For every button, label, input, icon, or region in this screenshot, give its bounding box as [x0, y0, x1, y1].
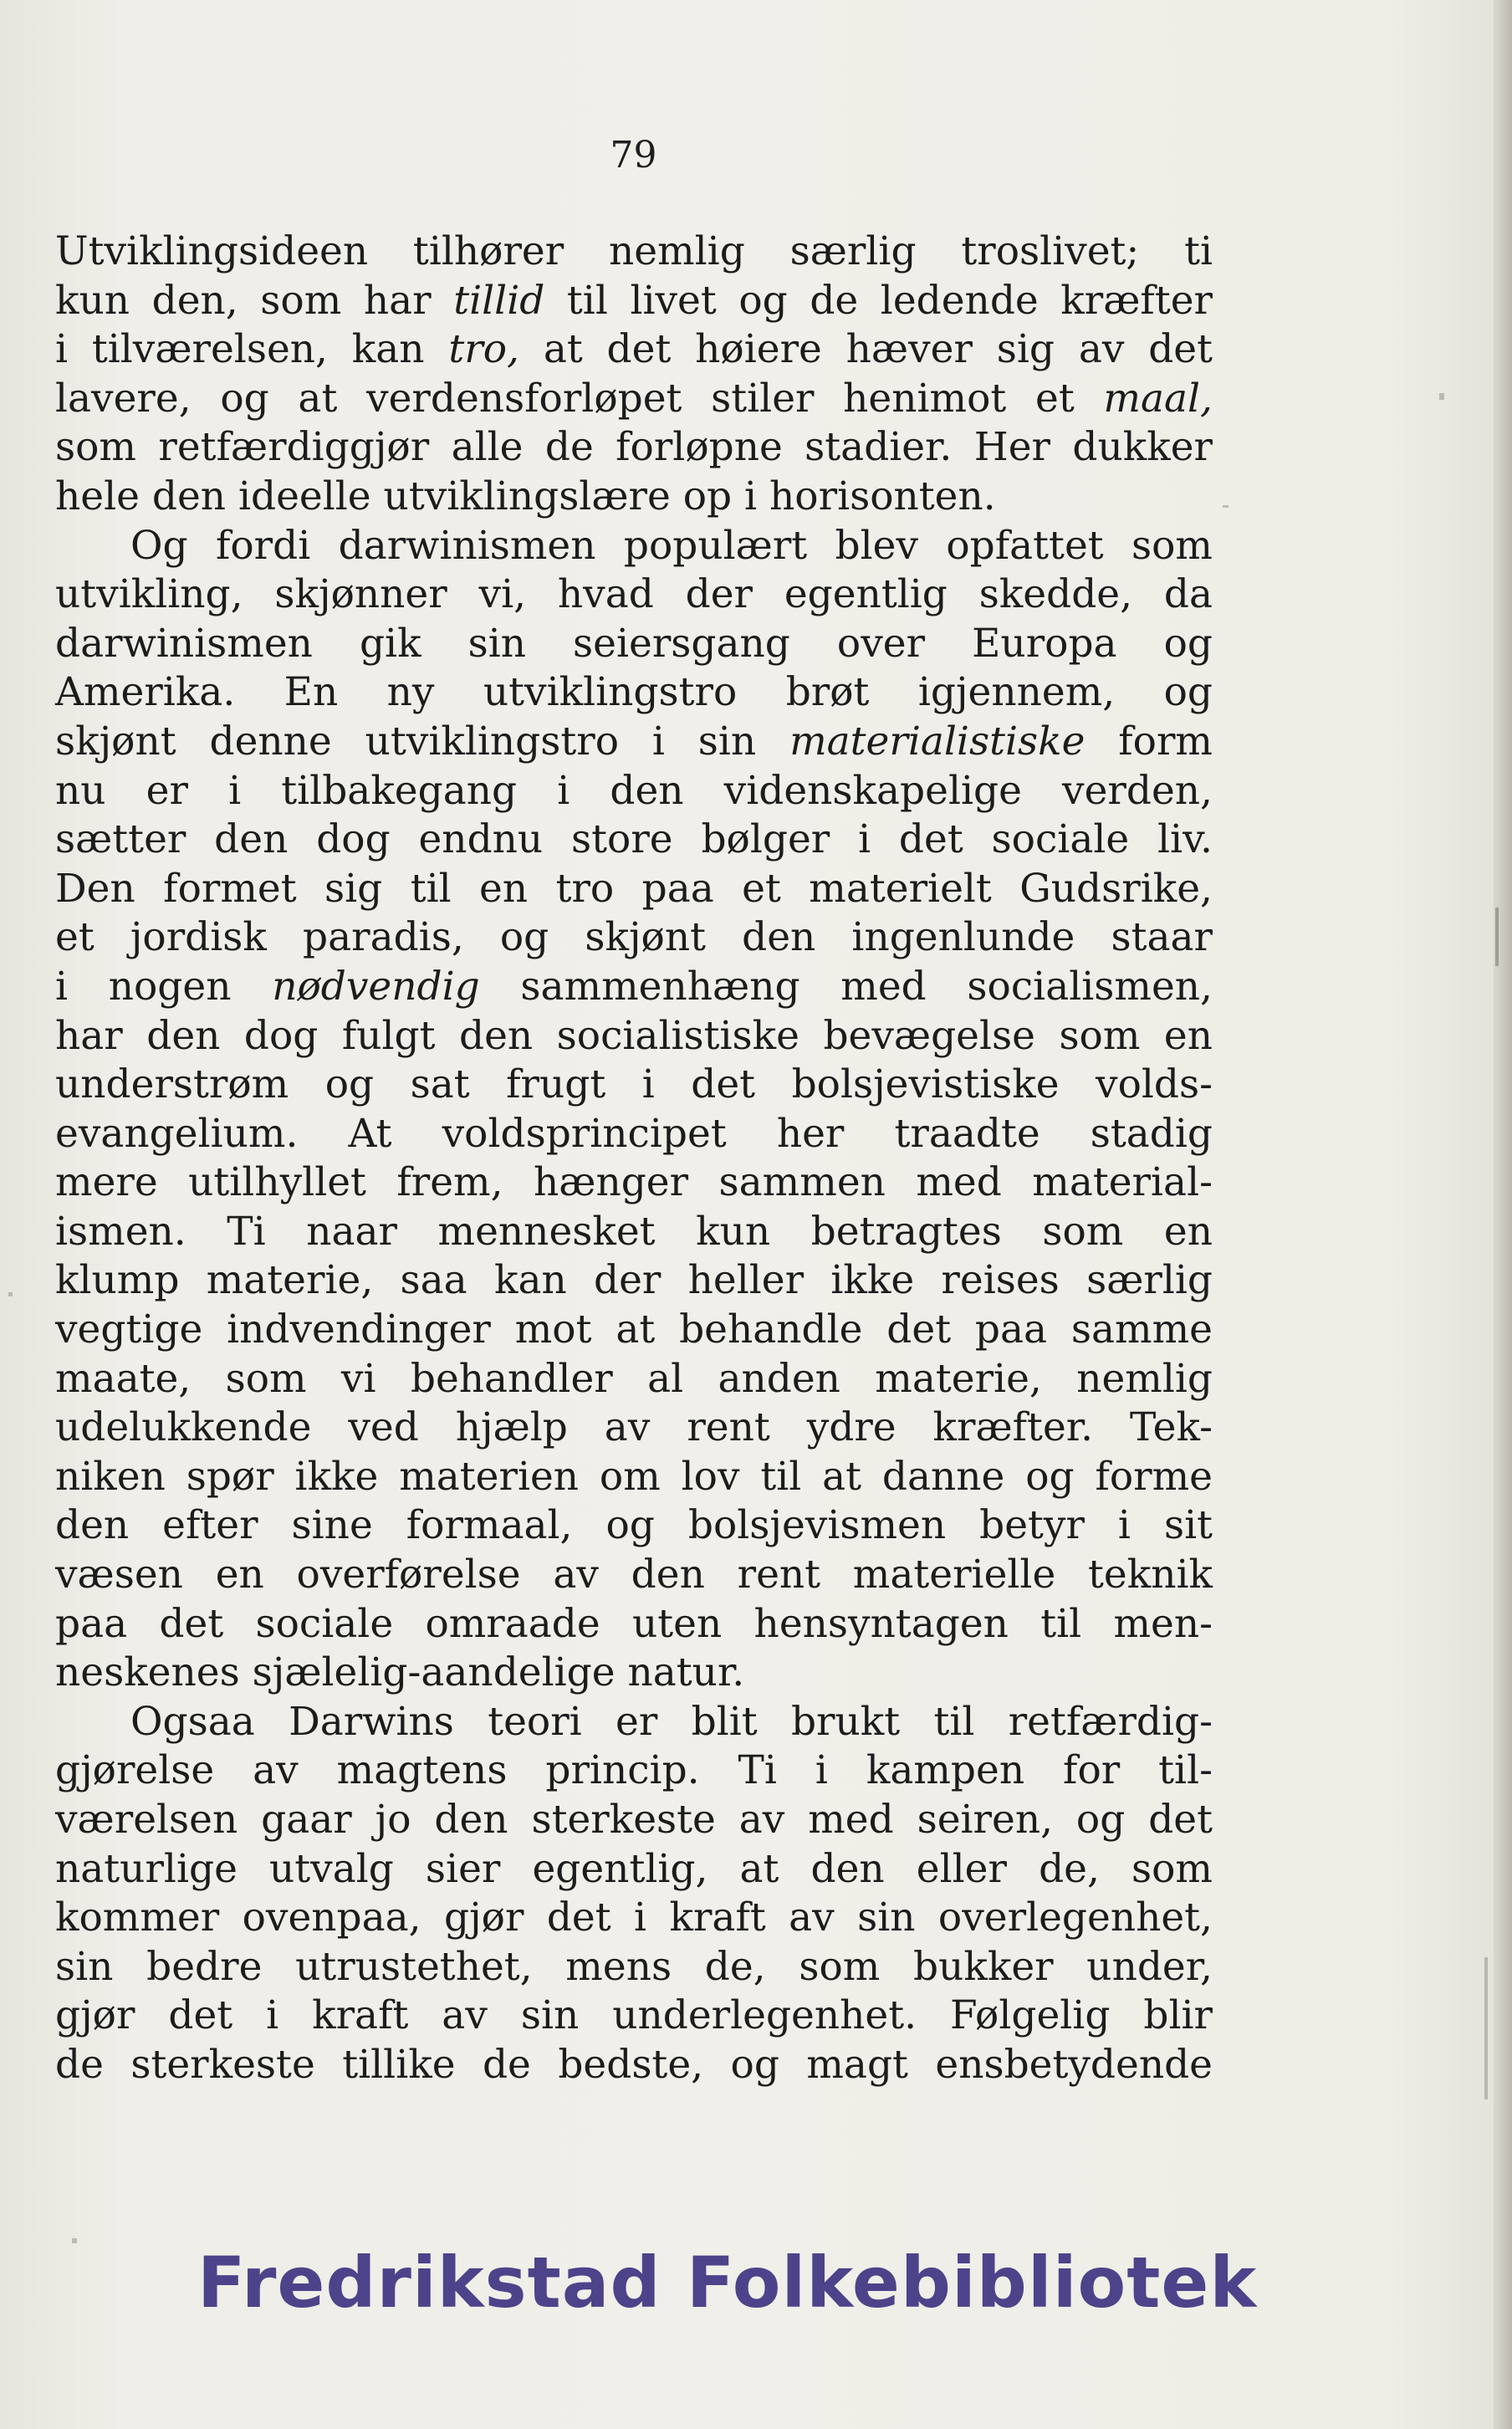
italic-text: maal,	[1103, 375, 1213, 422]
text-segment: understrøm og sat frugt i det bolsjevistiske volds-	[55, 1061, 1213, 1108]
text-line	[55, 963, 1213, 1012]
italic-text: nødvendig	[272, 963, 480, 1010]
library-stamp: Fredrikstad Folkebibliotek	[197, 2242, 1258, 2324]
text-segment: har den dog fulgt den socialistiske bevægelse som en	[55, 1012, 1213, 1059]
text-line	[55, 228, 1213, 277]
text-line	[55, 1796, 1213, 1845]
text-line	[55, 767, 1213, 816]
text-segment: væsen en overførelse av den rent materielle teknik	[55, 1552, 1213, 1598]
text-segment: kommer ovenpaa, gjør det i kraft av sin overlegenhet,	[55, 1895, 1213, 1941]
text-line	[55, 1943, 1213, 1992]
margin-mark	[1495, 908, 1499, 966]
text-line	[55, 1698, 1213, 1747]
text-segment: i tilværelsen, kan	[55, 326, 449, 373]
text-segment: værelsen gaar jo den sterkeste av med seiren, og det	[55, 1797, 1213, 1843]
page-number: 79	[610, 134, 657, 176]
text-line	[55, 620, 1213, 669]
text-segment: form	[1085, 718, 1213, 764]
text-segment: Utviklingsideen tilhører nemlig særlig troslivet; ti	[55, 228, 1213, 274]
text-segment: utvikling, skjønner vi, hvad der egentlig skedde, da	[55, 571, 1213, 618]
text-line	[55, 1501, 1213, 1551]
text-line	[55, 1158, 1213, 1208]
text-line	[55, 1208, 1213, 1257]
text-segment: klump materie, saa kan der heller ikke reises særlig	[55, 1257, 1213, 1304]
text-segment: paa det sociale omraade uten hensyntagen til men-	[55, 1600, 1213, 1647]
text-segment: at det høiere hæver sig av det	[519, 326, 1213, 373]
text-line	[55, 865, 1213, 914]
margin-mark	[1439, 393, 1444, 400]
text-line	[55, 1110, 1213, 1159]
text-segment: i nogen	[55, 963, 273, 1010]
italic-text: tillid	[453, 277, 545, 324]
margin-mark	[1484, 1957, 1488, 2099]
text-segment: maate, som vi behandler al anden materie, nemlig	[55, 1355, 1213, 1402]
text-line	[55, 1306, 1213, 1355]
text-line	[55, 325, 1213, 375]
italic-text: tro,	[448, 326, 519, 373]
text-segment: sin bedre utrustethet, mens de, som bukker under,	[55, 1943, 1213, 1990]
text-segment: naturlige utvalg sier egentlig, at den eller de, som	[55, 1845, 1213, 1892]
text-line	[55, 423, 1213, 473]
text-line	[55, 522, 1213, 571]
text-segment: Ogsaa Darwins teori er blit brukt til retfærdig-	[130, 1698, 1213, 1745]
italic-text: materialistiske	[789, 718, 1085, 764]
text-line	[55, 1453, 1213, 1502]
text-line	[55, 668, 1213, 718]
text-line	[55, 1894, 1213, 1943]
text-line	[55, 570, 1213, 620]
page-edge	[1494, 0, 1512, 2429]
text-segment: sammenhæng med socialismen,	[479, 963, 1213, 1010]
text-segment: vegtige indvendinger mot at behandle det paa samme	[55, 1307, 1213, 1353]
text-line	[55, 1551, 1213, 1600]
text-segment: lavere, og at verdensforløpet stiler henimot et	[55, 375, 1104, 422]
text-line	[55, 1992, 1213, 2041]
text-segment: niken spør ikke materien om lov til at danne og forme	[55, 1453, 1213, 1500]
text-line	[55, 375, 1213, 424]
margin-mark	[1223, 505, 1228, 508]
text-segment: kun den, som har	[55, 277, 454, 324]
text-line	[55, 1061, 1213, 1110]
text-line	[55, 1746, 1213, 1796]
text-line	[55, 718, 1213, 767]
text-segment: evangelium. At voldsprincipet her traadte stadig	[55, 1110, 1213, 1157]
text-segment: darwinismen gik sin seiersgang over Europa og	[55, 620, 1213, 667]
text-segment: gjørelse av magtens princip. Ti i kampen for til-	[55, 1747, 1213, 1794]
margin-mark	[8, 1292, 13, 1296]
text-segment: neskenes sjælelig-aandelige natur.	[55, 1649, 745, 1696]
text-line	[55, 2041, 1213, 2090]
text-segment: som retfærdiggjør alle de forløpne stadier. Her dukker	[55, 424, 1213, 471]
text-line	[55, 1256, 1213, 1306]
text-segment: den efter sine formaal, og bolsjevismen betyr i sit	[55, 1502, 1213, 1549]
text-line	[55, 1600, 1213, 1649]
text-line	[55, 1012, 1213, 1061]
text-segment: Og fordi darwinismen populært blev opfattet som	[130, 522, 1213, 569]
text-line	[55, 913, 1213, 963]
text-segment: de sterkeste tillike de bedste, og magt ensbetydende	[55, 2041, 1213, 2088]
text-segment: hele den ideelle utviklingslære op i horisonten.	[55, 473, 996, 519]
text-line	[55, 1845, 1213, 1895]
text-segment: til livet og de ledende kræfter	[544, 277, 1213, 324]
text-segment: et jordisk paradis, og skjønt den ingenlunde staar	[55, 914, 1213, 961]
text-line	[55, 277, 1213, 326]
text-line	[55, 1649, 1213, 1698]
text-segment: skjønt denne utviklingstro i sin	[55, 718, 790, 764]
text-line	[55, 1355, 1213, 1404]
text-segment: ismen. Ti naar mennesket kun betragtes som en	[55, 1208, 1213, 1255]
text-segment: gjør det i kraft av sin underlegenhet. Følgelig blir	[55, 1992, 1213, 2039]
body-text	[55, 228, 1213, 2090]
text-segment: nu er i tilbakegang i den videnskapelige verden,	[55, 767, 1213, 814]
margin-mark	[72, 2238, 77, 2243]
text-line	[55, 1404, 1213, 1453]
text-segment: Amerika. En ny utviklingstro brøt igjennem, og	[55, 669, 1213, 716]
text-segment: udelukkende ved hjælp av rent ydre kræfter. Tek-	[55, 1404, 1213, 1451]
text-line	[55, 473, 1213, 522]
text-segment: mere utilhyllet frem, hænger sammen med material-	[55, 1159, 1213, 1206]
text-segment: Den formet sig til en tro paa et materielt Gudsrike,	[55, 865, 1213, 912]
text-segment: sætter den dog endnu store bølger i det sociale liv.	[55, 816, 1213, 863]
text-line	[55, 816, 1213, 865]
